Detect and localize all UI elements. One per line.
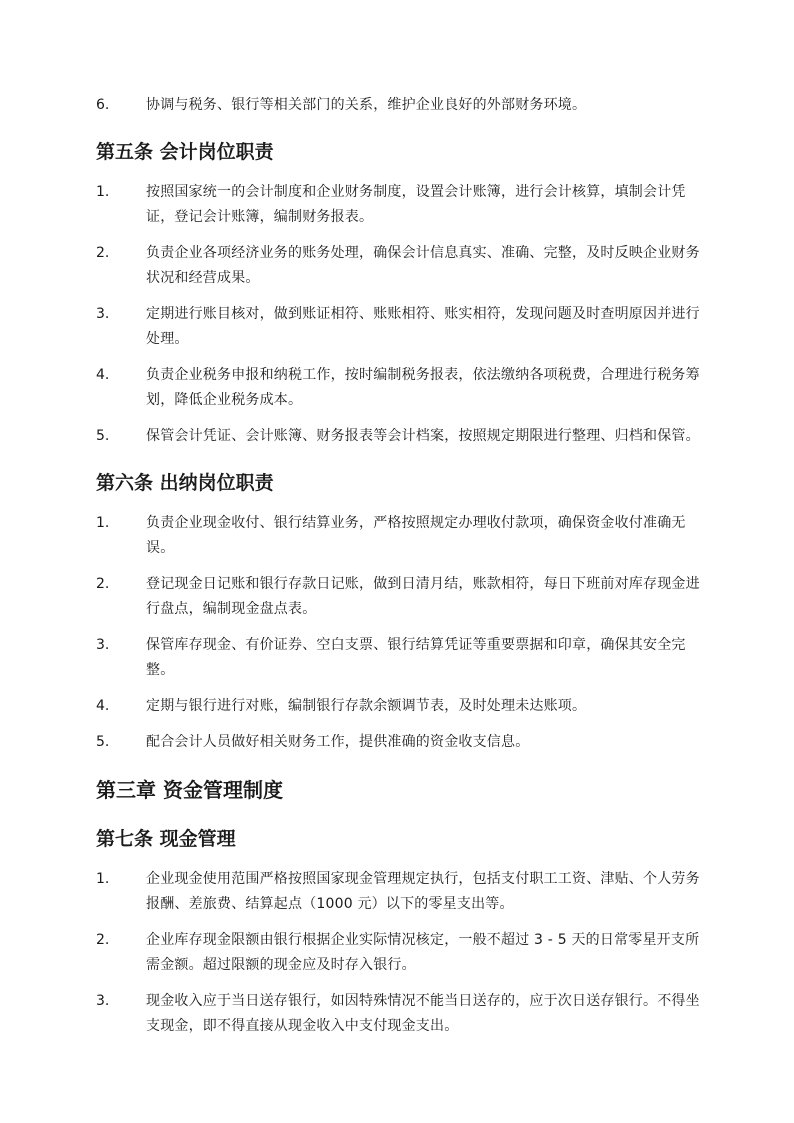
list-item-number: 6.: [96, 97, 110, 113]
list-item-number: 2.: [96, 932, 110, 948]
list-item-text: 保管会计凭证、会计账簿、财务报表等会计档案，按照规定期限进行整理、归档和保管。: [146, 428, 700, 444]
list-item-text: 企业现金使用范围严格按照国家现金管理规定执行，包括支付职工工资、津贴、个人劳务报酬、差旅费、结算起点（1000 元）以下的零星支出等。: [146, 871, 700, 912]
list-item-text: 协调与税务、银行等相关部门的关系，维护企业良好的外部财务环境。: [146, 97, 587, 113]
list-item-number: 5.: [96, 734, 110, 750]
list-item: [96, 93, 702, 118]
list-item: [96, 180, 702, 230]
list-item-text: 负责企业各项经济业务的账务处理，确保会计信息真实、准确、完整，及时反映企业财务状况和经营成果。: [146, 245, 700, 286]
list-item: [96, 633, 702, 683]
list-item: [96, 241, 702, 291]
list-item-text: 登记现金日记账和银行存款日记账，做到日清月结，账款相符，每日下班前对库存现金进行盘点，编制现金盘点表。: [146, 576, 700, 617]
list-item: [96, 424, 702, 449]
list-item-number: 2.: [96, 576, 110, 592]
list-item: [96, 730, 702, 755]
list-item-text: 定期进行账目核对，做到账证相符、账账相符、账实相符，发现问题及时查明原因并进行处理。: [146, 306, 700, 347]
list-item-text: 按照国家统一的会计制度和企业财务制度，设置会计账簿，进行会计核算，填制会计凭证，登记会计账簿，编制财务报表。: [146, 184, 686, 225]
list-item-text: 负责企业税务申报和纳税工作，按时编制税务报表，依法缴纳各项税费，合理进行税务筹划，降低企业税务成本。: [146, 367, 700, 408]
list-item: [96, 511, 702, 561]
list-item: [96, 363, 702, 413]
list-item-text: 定期与银行进行对账，编制银行存款余额调节表，及时处理未达账项。: [146, 698, 587, 714]
list-item: [96, 302, 702, 352]
list-item-text: 负责企业现金收付、银行结算业务，严格按照规定办理收付款项，确保资金收付准确无误。: [146, 515, 686, 556]
list-item-text: 配合会计人员做好相关财务工作，提供准确的资金收支信息。: [146, 734, 530, 750]
list-item-text: 企业库存现金限额由银行根据企业实际情况核定，一般不超过 3 - 5 天的日常零星开支所需金额。超过限额的现金应及时存入银行。: [146, 932, 700, 973]
list-item: [96, 928, 702, 978]
article-heading: 第六条 出纳岗位职责: [96, 472, 274, 494]
chapter-heading: 第三章 资金管理制度: [96, 778, 283, 802]
list-item-number: 1.: [96, 184, 110, 200]
list-item: [96, 572, 702, 622]
list-item-text: 现金收入应于当日送存银行，如因特殊情况不能当日送存的，应于次日送存银行。不得坐支现金，即不得直接从现金收入中支付现金支出。: [146, 993, 700, 1034]
list-item-number: 1.: [96, 515, 110, 531]
list-item: [96, 989, 702, 1039]
list-item-number: 4.: [96, 698, 110, 714]
list-item-number: 3.: [96, 306, 110, 322]
list-item-number: 4.: [96, 367, 110, 383]
list-item-number: 1.: [96, 871, 110, 887]
list-item-text: 保管库存现金、有价证券、空白支票、银行结算凭证等重要票据和印章，确保其安全完整。: [146, 637, 686, 678]
article-heading: 第五条 会计岗位职责: [96, 141, 274, 163]
list-item-number: 3.: [96, 993, 110, 1009]
list-item: [96, 867, 702, 917]
article-heading: 第七条 现金管理: [96, 828, 236, 850]
list-item-number: 5.: [96, 428, 110, 444]
list-item-number: 2.: [96, 245, 110, 261]
list-item: [96, 694, 702, 719]
list-item-number: 3.: [96, 637, 110, 653]
document-body: [96, 93, 702, 1050]
